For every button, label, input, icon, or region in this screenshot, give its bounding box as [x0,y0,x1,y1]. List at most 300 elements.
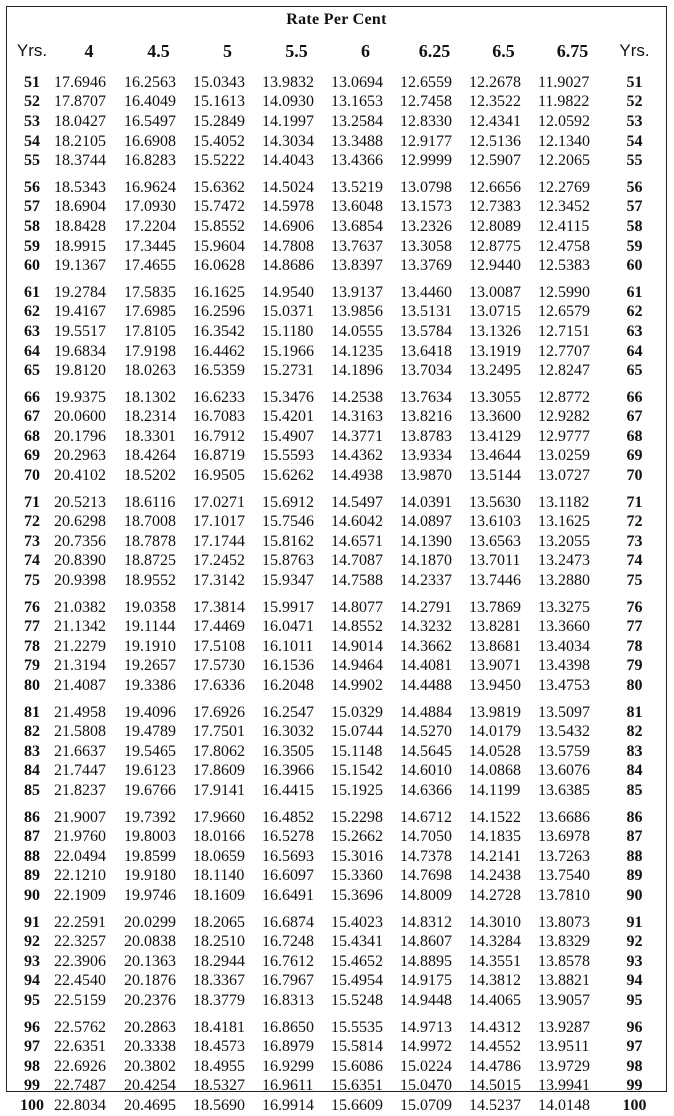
value-cell: 14.6712 [400,808,452,826]
value-cell: 13.1573 [400,198,452,216]
value-cell: 13.6854 [331,217,383,235]
value-cell: 13.0694 [331,73,383,91]
value-cell: 13.8578 [538,952,590,970]
year-cell-left: 73 [24,532,40,550]
value-cell: 15.4023 [331,913,383,931]
table-row [10,617,662,637]
value-cell: 14.1997 [262,112,314,130]
value-cell: 15.8552 [193,217,245,235]
value-cell: 16.7912 [193,427,245,445]
row-group [10,699,662,804]
value-cell: 14.6571 [331,532,383,550]
value-cell: 20.1796 [54,427,106,445]
value-cell: 15.4052 [193,132,245,150]
value-cell: 13.7011 [469,552,521,570]
value-cell: 17.1744 [193,532,245,550]
year-cell-right: 93 [626,952,643,970]
table-row [10,1057,662,1077]
value-cell: 14.7087 [331,552,383,570]
rate-header: 6.75 [556,40,589,61]
value-cell: 14.1199 [469,781,521,799]
value-cell: 15.0224 [400,1057,452,1075]
value-cell: 19.8003 [124,828,176,846]
year-cell-right: 77 [626,618,643,636]
value-cell: 18.4955 [193,1057,245,1075]
row-group [10,174,662,279]
year-cell-left: 61 [24,283,40,301]
year-cell-right: 73 [626,532,643,550]
value-cell: 22.0494 [54,847,106,865]
table-row [10,217,662,237]
value-cell: 17.6946 [54,73,106,91]
value-cell: 15.4201 [262,408,314,426]
year-cell-right: 76 [626,598,643,616]
value-cell: 12.9440 [469,257,521,275]
table-row [10,571,662,594]
table-row [10,132,662,152]
rate-header: 5 [223,40,232,61]
value-cell: 19.3386 [124,677,176,695]
value-cell: 15.2298 [331,808,383,826]
value-cell: 14.4786 [469,1057,521,1075]
value-cell: 12.8772 [538,388,590,406]
value-cell: 12.7458 [400,93,452,111]
value-cell: 13.5759 [538,742,590,760]
value-cell: 15.6609 [331,1096,383,1114]
rate-header: 5.5 [285,40,308,61]
table-row [10,198,662,218]
value-cell: 14.7050 [400,828,452,846]
year-cell-left: 100 [20,1096,44,1114]
value-cell: 16.6908 [124,132,176,150]
value-cell: 13.6563 [469,532,521,550]
year-cell-left: 66 [24,388,40,406]
year-cell-left: 54 [24,132,40,150]
value-cell: 14.0897 [400,513,452,531]
year-cell-left: 64 [24,342,40,360]
year-cell-right: 53 [626,112,643,130]
value-cell: 13.5131 [400,303,452,321]
value-cell: 12.8247 [538,362,590,380]
table-row [10,70,662,93]
year-cell-right: 83 [626,742,643,760]
value-cell: 20.2963 [54,447,106,465]
table-row [10,847,662,867]
value-cell: 20.5213 [54,493,106,511]
table-row [10,489,662,512]
year-cell-left: 57 [24,198,40,216]
value-cell: 14.4043 [262,152,314,170]
year-cell-right: 60 [626,257,643,275]
year-cell-right: 100 [622,1096,647,1114]
value-cell: 20.6298 [54,513,106,531]
value-cell: 18.0263 [124,362,176,380]
value-cell: 13.1919 [469,342,521,360]
year-cell-right: 75 [626,572,643,590]
value-cell: 15.2731 [262,362,314,380]
yrs-header-left: Yrs. [16,41,48,60]
value-cell: 15.7472 [193,198,245,216]
value-cell: 13.9511 [538,1038,590,1056]
value-cell: 16.5497 [124,112,176,130]
value-cell: 14.0555 [331,322,383,340]
year-cell-left: 88 [24,847,40,865]
year-cell-left: 74 [24,552,40,570]
value-cell: 13.9832 [262,73,314,91]
value-cell: 22.3257 [54,933,106,951]
value-cell: 14.7378 [400,847,452,865]
value-cell: 14.4065 [469,991,521,1009]
value-cell: 14.6042 [331,513,383,531]
value-cell: 13.8681 [469,637,521,655]
table-row [10,552,662,572]
value-cell: 18.1302 [124,388,176,406]
value-cell: 16.3542 [193,322,245,340]
value-cell: 14.6906 [262,217,314,235]
value-cell: 18.5327 [193,1077,245,1095]
value-cell: 21.9760 [54,828,106,846]
value-cell: 16.7248 [262,933,314,951]
value-cell: 16.4852 [262,808,314,826]
value-cell: 14.1870 [400,552,452,570]
value-cell: 13.3488 [331,132,383,150]
row-group [10,909,662,1014]
table-row [10,112,662,132]
table-row [10,972,662,992]
value-cell: 13.6048 [331,198,383,216]
year-cell-right: 65 [626,362,643,380]
value-cell: 17.8105 [124,322,176,340]
value-cell: 12.2678 [469,73,521,91]
year-cell-right: 58 [626,217,643,235]
value-cell: 12.9999 [400,152,452,170]
value-cell: 13.7634 [400,388,452,406]
value-cell: 13.4398 [538,657,590,675]
value-cell: 15.0744 [331,723,383,741]
value-cell: 17.8707 [54,93,106,111]
value-cell: 19.9746 [124,886,176,904]
value-cell: 12.5383 [538,257,590,275]
value-cell: 13.3660 [538,618,590,636]
value-cell: 13.5219 [331,178,383,196]
value-cell: 20.2376 [124,991,176,1009]
header-row [10,36,662,70]
value-cell: 18.3367 [193,972,245,990]
value-cell: 18.4573 [193,1038,245,1056]
value-cell: 15.5593 [262,447,314,465]
value-cell: 18.7878 [124,532,176,550]
value-cell: 21.3194 [54,657,106,675]
value-cell: 14.2728 [469,886,521,904]
year-cell-left: 91 [24,913,40,931]
value-cell: 18.2105 [54,132,106,150]
value-cell: 19.1144 [124,618,176,636]
year-cell-right: 98 [626,1057,643,1075]
year-cell-left: 87 [24,828,40,846]
value-cell: 13.2495 [469,362,521,380]
value-cell: 13.7034 [400,362,452,380]
value-cell: 17.8609 [193,762,245,780]
year-cell-left: 63 [24,322,40,340]
value-cell: 15.9604 [193,237,245,255]
value-cell: 15.6351 [331,1077,383,1095]
year-cell-left: 98 [24,1057,40,1075]
value-cell: 18.0166 [193,828,245,846]
value-cell: 15.5248 [331,991,383,1009]
value-cell: 21.4958 [54,703,106,721]
value-cell: 16.3505 [262,742,314,760]
value-cell: 16.8283 [124,152,176,170]
year-cell-left: 71 [24,493,40,511]
year-cell-right: 72 [626,513,643,531]
value-cell: 18.9915 [54,237,106,255]
year-cell-right: 57 [626,198,643,216]
value-cell: 15.6362 [193,178,245,196]
value-cell: 17.0930 [124,198,176,216]
table-row [10,237,662,257]
value-cell: 17.6985 [124,303,176,321]
value-cell: 14.3662 [400,637,452,655]
value-cell: 12.9777 [538,427,590,445]
year-cell-left: 93 [24,952,40,970]
value-cell: 18.8725 [124,552,176,570]
value-cell: 17.3445 [124,237,176,255]
value-cell: 16.2596 [193,303,245,321]
value-cell: 14.0868 [469,762,521,780]
value-cell: 14.3010 [469,913,521,931]
value-cell: 16.8719 [193,447,245,465]
value-cell: 15.5222 [193,152,245,170]
year-cell-left: 70 [24,467,40,485]
value-cell: 19.5517 [54,322,106,340]
table-row [10,637,662,657]
value-cell: 12.4758 [538,237,590,255]
value-cell: 19.7392 [124,808,176,826]
value-cell: 13.4366 [331,152,383,170]
value-cell: 13.7637 [331,237,383,255]
table-row [10,342,662,362]
value-cell: 14.2538 [331,388,383,406]
value-cell: 15.3476 [262,388,314,406]
value-cell: 13.4460 [400,283,452,301]
value-cell: 17.2452 [193,552,245,570]
value-cell: 13.0259 [538,447,590,465]
table-row [10,303,662,323]
value-cell: 22.6926 [54,1057,106,1075]
value-cell: 15.0371 [262,303,314,321]
value-cell: 21.5808 [54,723,106,741]
value-cell: 17.4655 [124,257,176,275]
year-cell-right: 81 [626,703,643,721]
value-cell: 17.6336 [193,677,245,695]
year-cell-right: 78 [626,637,643,655]
year-cell-left: 77 [24,618,40,636]
year-cell-right: 92 [626,933,643,951]
value-cell: 14.8312 [400,913,452,931]
value-cell: 13.8281 [469,618,521,636]
year-cell-left: 58 [24,217,40,235]
year-cell-right: 88 [626,847,643,865]
value-cell: 14.6010 [400,762,452,780]
year-cell-right: 91 [626,913,643,931]
rate-header: 6.25 [418,40,451,61]
value-cell: 17.6926 [193,703,245,721]
table-row [10,932,662,952]
year-cell-left: 55 [24,152,40,170]
value-cell: 18.5202 [124,467,176,485]
value-cell: 17.7501 [193,723,245,741]
value-cell: 18.0427 [54,112,106,130]
rate-header: 6 [361,40,370,61]
value-cell: 13.4644 [469,447,521,465]
value-cell: 21.2279 [54,637,106,655]
value-cell: 14.1390 [400,532,452,550]
value-cell: 18.4264 [124,447,176,465]
year-cell-right: 96 [626,1018,643,1036]
year-cell-right: 80 [626,677,643,695]
value-cell: 13.0727 [538,467,590,485]
year-cell-right: 62 [626,303,643,321]
value-cell: 21.7447 [54,762,106,780]
value-cell: 12.7151 [538,322,590,340]
value-cell: 14.8686 [262,257,314,275]
table-row [10,361,662,384]
value-cell: 13.3769 [400,257,452,275]
year-cell-right: 51 [626,73,643,91]
value-cell: 20.1363 [124,952,176,970]
table-row [10,447,662,467]
year-cell-left: 67 [24,408,40,426]
value-cell: 16.9611 [262,1077,314,1095]
value-cell: 22.3906 [54,952,106,970]
table-row [10,279,662,302]
value-cell: 13.9870 [400,467,452,485]
value-cell: 14.2141 [469,847,521,865]
value-cell: 20.0600 [54,408,106,426]
value-cell: 16.5693 [262,847,314,865]
value-cell: 19.4789 [124,723,176,741]
value-cell: 14.1235 [331,342,383,360]
year-cell-right: 87 [626,828,643,846]
value-cell: 20.3338 [124,1038,176,1056]
value-cell: 13.3600 [469,408,521,426]
value-cell: 12.8330 [400,112,452,130]
value-cell: 22.1210 [54,867,106,885]
value-cell: 14.2791 [400,598,452,616]
value-cell: 18.3744 [54,152,106,170]
value-cell: 12.5907 [469,152,521,170]
value-cell: 11.9822 [538,93,590,111]
value-cell: 13.5097 [538,703,590,721]
year-cell-left: 51 [24,73,40,91]
value-cell: 17.5730 [193,657,245,675]
year-cell-left: 99 [24,1077,40,1095]
value-cell: 15.6086 [331,1057,383,1075]
value-cell: 13.6418 [400,342,452,360]
rate-table [10,36,662,1116]
value-cell: 14.7588 [331,572,383,590]
value-cell: 18.8428 [54,217,106,235]
value-cell: 19.1910 [124,637,176,655]
value-cell: 17.5108 [193,637,245,655]
value-cell: 18.4181 [193,1018,245,1036]
value-cell: 14.5015 [469,1077,521,1095]
year-cell-right: 66 [626,388,643,406]
value-cell: 15.3696 [331,886,383,904]
value-cell: 17.4469 [193,618,245,636]
value-cell: 12.6559 [400,73,452,91]
value-cell: 12.4341 [469,112,521,130]
value-cell: 14.0391 [400,493,452,511]
value-cell: 16.1011 [262,637,314,655]
table-row [10,657,662,677]
rate-header: 4.5 [147,40,170,61]
value-cell: 19.6123 [124,762,176,780]
year-cell-left: 90 [24,886,40,904]
year-cell-left: 68 [24,427,40,445]
table-row [10,408,662,428]
value-cell: 22.7487 [54,1077,106,1095]
value-cell: 13.5784 [400,322,452,340]
value-cell: 14.8607 [400,933,452,951]
value-cell: 12.9282 [538,408,590,426]
row-group [10,489,662,594]
value-cell: 18.7008 [124,513,176,531]
value-cell: 12.3522 [469,93,521,111]
value-cell: 16.7967 [262,972,314,990]
row-group [10,279,662,384]
yrs-header-right: Yrs. [619,41,650,60]
value-cell: 12.1340 [538,132,590,150]
value-cell: 18.3301 [124,427,176,445]
value-cell: 13.2584 [331,112,383,130]
table-row [10,699,662,722]
value-cell: 13.7810 [538,886,590,904]
year-cell-left: 60 [24,257,40,275]
value-cell: 16.8313 [262,991,314,1009]
value-cell: 14.4312 [469,1018,521,1036]
table-row [10,676,662,699]
year-cell-left: 59 [24,237,40,255]
year-cell-right: 95 [626,991,643,1009]
table-row [10,322,662,342]
value-cell: 20.3802 [124,1057,176,1075]
value-cell: 12.7707 [538,342,590,360]
table-row [10,256,662,279]
value-cell: 14.4081 [400,657,452,675]
value-cell: 17.9660 [193,808,245,826]
value-cell: 18.0659 [193,847,245,865]
value-cell: 14.8552 [331,618,383,636]
value-cell: 18.5343 [54,178,106,196]
value-cell: 22.1909 [54,886,106,904]
value-cell: 13.7540 [538,867,590,885]
value-cell: 16.1625 [193,283,245,301]
year-cell-left: 81 [24,703,40,721]
value-cell: 14.9464 [331,657,383,675]
value-cell: 13.9137 [331,283,383,301]
value-cell: 13.2473 [538,552,590,570]
value-cell: 14.4938 [331,467,383,485]
value-cell: 12.8775 [469,237,521,255]
year-cell-left: 85 [24,781,40,799]
value-cell: 14.1896 [331,362,383,380]
table-row [10,762,662,782]
value-cell: 20.1876 [124,972,176,990]
value-cell: 13.3275 [538,598,590,616]
value-cell: 16.2563 [124,73,176,91]
value-cell: 21.9007 [54,808,106,826]
